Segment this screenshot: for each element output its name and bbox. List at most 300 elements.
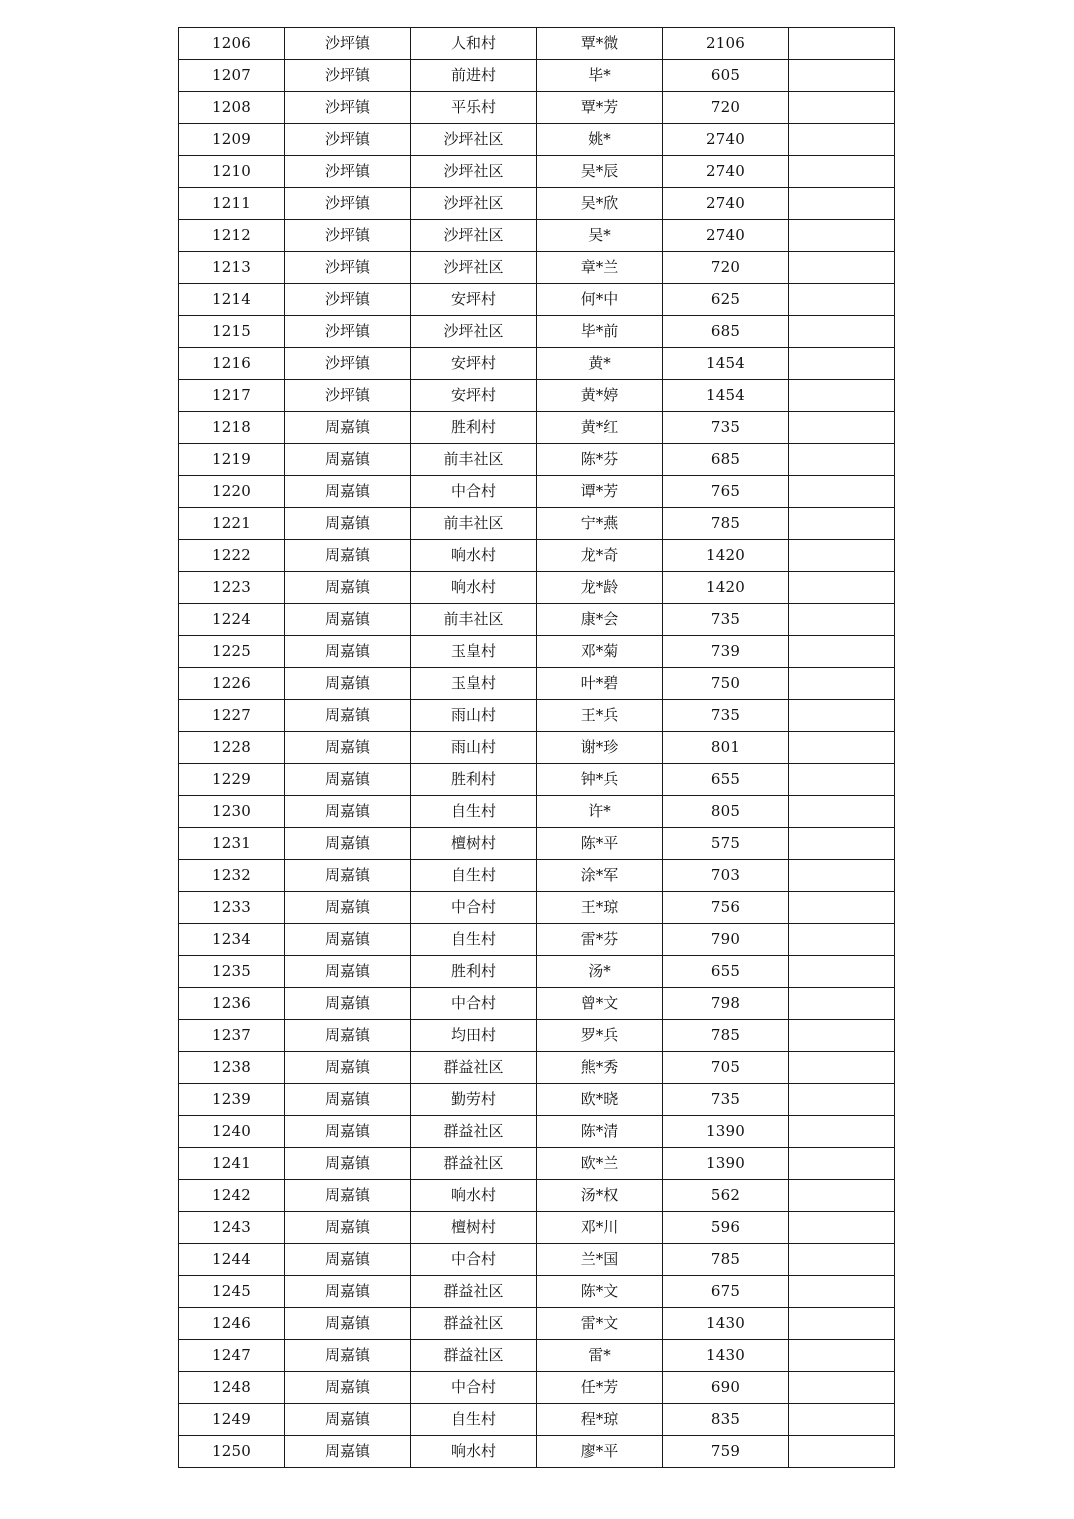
cell-serial-number: 1248 xyxy=(179,1372,285,1404)
table-row xyxy=(179,508,895,540)
cell-note xyxy=(789,732,895,764)
cell-amount: 835 xyxy=(663,1404,789,1436)
cell-serial-number: 1210 xyxy=(179,156,285,188)
cell-town: 周嘉镇 xyxy=(285,1148,411,1180)
cell-town: 沙坪镇 xyxy=(285,124,411,156)
table-row xyxy=(179,1308,895,1340)
cell-town: 沙坪镇 xyxy=(285,380,411,412)
cell-village: 雨山村 xyxy=(411,700,537,732)
cell-town: 周嘉镇 xyxy=(285,796,411,828)
cell-note xyxy=(789,412,895,444)
cell-note xyxy=(789,1020,895,1052)
cell-village: 沙坪社区 xyxy=(411,316,537,348)
cell-serial-number: 1207 xyxy=(179,60,285,92)
cell-amount: 1420 xyxy=(663,540,789,572)
cell-note xyxy=(789,1372,895,1404)
table-row xyxy=(179,1084,895,1116)
cell-person-name: 毕* xyxy=(537,60,663,92)
cell-serial-number: 1219 xyxy=(179,444,285,476)
cell-town: 周嘉镇 xyxy=(285,1436,411,1468)
cell-village: 群益社区 xyxy=(411,1116,537,1148)
cell-serial-number: 1245 xyxy=(179,1276,285,1308)
table-row xyxy=(179,220,895,252)
cell-note xyxy=(789,380,895,412)
cell-note xyxy=(789,924,895,956)
cell-serial-number: 1220 xyxy=(179,476,285,508)
table-row xyxy=(179,1212,895,1244)
cell-serial-number: 1215 xyxy=(179,316,285,348)
cell-town: 沙坪镇 xyxy=(285,284,411,316)
cell-person-name: 陈*芬 xyxy=(537,444,663,476)
cell-village: 沙坪社区 xyxy=(411,124,537,156)
cell-note xyxy=(789,1436,895,1468)
cell-village: 响水村 xyxy=(411,540,537,572)
cell-amount: 703 xyxy=(663,860,789,892)
cell-note xyxy=(789,764,895,796)
cell-town: 周嘉镇 xyxy=(285,1372,411,1404)
cell-amount: 675 xyxy=(663,1276,789,1308)
table-row xyxy=(179,412,895,444)
cell-serial-number: 1242 xyxy=(179,1180,285,1212)
cell-person-name: 陈*清 xyxy=(537,1116,663,1148)
cell-note xyxy=(789,1244,895,1276)
cell-person-name: 陈*平 xyxy=(537,828,663,860)
cell-note xyxy=(789,1276,895,1308)
cell-village: 平乐村 xyxy=(411,92,537,124)
cell-village: 檀树村 xyxy=(411,1212,537,1244)
cell-serial-number: 1234 xyxy=(179,924,285,956)
cell-village: 群益社区 xyxy=(411,1340,537,1372)
table-body xyxy=(179,28,895,1468)
cell-serial-number: 1217 xyxy=(179,380,285,412)
cell-note xyxy=(789,508,895,540)
cell-amount: 690 xyxy=(663,1372,789,1404)
cell-person-name: 覃*微 xyxy=(537,28,663,60)
cell-amount: 2740 xyxy=(663,188,789,220)
cell-town: 周嘉镇 xyxy=(285,540,411,572)
cell-note xyxy=(789,188,895,220)
cell-village: 群益社区 xyxy=(411,1052,537,1084)
cell-amount: 685 xyxy=(663,444,789,476)
cell-serial-number: 1250 xyxy=(179,1436,285,1468)
cell-town: 周嘉镇 xyxy=(285,1244,411,1276)
cell-note xyxy=(789,28,895,60)
cell-town: 周嘉镇 xyxy=(285,700,411,732)
cell-serial-number: 1213 xyxy=(179,252,285,284)
cell-person-name: 兰*国 xyxy=(537,1244,663,1276)
table-row xyxy=(179,1244,895,1276)
cell-village: 自生村 xyxy=(411,1404,537,1436)
cell-person-name: 许* xyxy=(537,796,663,828)
cell-amount: 2106 xyxy=(663,28,789,60)
cell-town: 周嘉镇 xyxy=(285,1180,411,1212)
cell-note xyxy=(789,252,895,284)
table-row xyxy=(179,892,895,924)
cell-note xyxy=(789,988,895,1020)
cell-serial-number: 1218 xyxy=(179,412,285,444)
cell-amount: 562 xyxy=(663,1180,789,1212)
table-row xyxy=(179,156,895,188)
cell-note xyxy=(789,1084,895,1116)
cell-note xyxy=(789,1116,895,1148)
table-row xyxy=(179,380,895,412)
table-row xyxy=(179,1148,895,1180)
cell-person-name: 曾*文 xyxy=(537,988,663,1020)
cell-amount: 801 xyxy=(663,732,789,764)
cell-person-name: 雷*芬 xyxy=(537,924,663,956)
cell-town: 周嘉镇 xyxy=(285,1276,411,1308)
cell-town: 沙坪镇 xyxy=(285,188,411,220)
cell-person-name: 毕*前 xyxy=(537,316,663,348)
cell-note xyxy=(789,572,895,604)
table-row xyxy=(179,124,895,156)
cell-serial-number: 1246 xyxy=(179,1308,285,1340)
cell-village: 群益社区 xyxy=(411,1276,537,1308)
cell-village: 胜利村 xyxy=(411,764,537,796)
cell-village: 中合村 xyxy=(411,476,537,508)
cell-town: 沙坪镇 xyxy=(285,156,411,188)
table-row xyxy=(179,988,895,1020)
cell-person-name: 覃*芳 xyxy=(537,92,663,124)
table-row xyxy=(179,828,895,860)
cell-town: 周嘉镇 xyxy=(285,828,411,860)
cell-amount: 750 xyxy=(663,668,789,700)
cell-amount: 1390 xyxy=(663,1116,789,1148)
cell-amount: 720 xyxy=(663,252,789,284)
cell-town: 周嘉镇 xyxy=(285,1084,411,1116)
cell-amount: 2740 xyxy=(663,220,789,252)
cell-person-name: 龙*奇 xyxy=(537,540,663,572)
cell-serial-number: 1230 xyxy=(179,796,285,828)
cell-person-name: 叶*碧 xyxy=(537,668,663,700)
cell-amount: 1454 xyxy=(663,380,789,412)
cell-town: 周嘉镇 xyxy=(285,668,411,700)
table-row xyxy=(179,700,895,732)
cell-person-name: 熊*秀 xyxy=(537,1052,663,1084)
cell-person-name: 欧*晓 xyxy=(537,1084,663,1116)
table-row xyxy=(179,860,895,892)
cell-person-name: 程*琼 xyxy=(537,1404,663,1436)
cell-amount: 735 xyxy=(663,412,789,444)
cell-person-name: 章*兰 xyxy=(537,252,663,284)
cell-amount: 785 xyxy=(663,508,789,540)
cell-serial-number: 1223 xyxy=(179,572,285,604)
cell-village: 沙坪社区 xyxy=(411,156,537,188)
cell-town: 周嘉镇 xyxy=(285,1052,411,1084)
cell-amount: 735 xyxy=(663,604,789,636)
cell-town: 沙坪镇 xyxy=(285,348,411,380)
cell-note xyxy=(789,796,895,828)
cell-note xyxy=(789,1180,895,1212)
cell-note xyxy=(789,892,895,924)
cell-person-name: 罗*兵 xyxy=(537,1020,663,1052)
cell-amount: 655 xyxy=(663,956,789,988)
cell-person-name: 康*会 xyxy=(537,604,663,636)
cell-serial-number: 1227 xyxy=(179,700,285,732)
cell-person-name: 吴* xyxy=(537,220,663,252)
cell-town: 周嘉镇 xyxy=(285,956,411,988)
cell-village: 胜利村 xyxy=(411,412,537,444)
cell-person-name: 王*兵 xyxy=(537,700,663,732)
table-row xyxy=(179,1020,895,1052)
table-row xyxy=(179,668,895,700)
cell-village: 中合村 xyxy=(411,988,537,1020)
table-row xyxy=(179,252,895,284)
cell-person-name: 欧*兰 xyxy=(537,1148,663,1180)
cell-note xyxy=(789,860,895,892)
cell-person-name: 宁*燕 xyxy=(537,508,663,540)
cell-person-name: 王*琼 xyxy=(537,892,663,924)
cell-note xyxy=(789,1404,895,1436)
cell-person-name: 汤*权 xyxy=(537,1180,663,1212)
cell-person-name: 陈*文 xyxy=(537,1276,663,1308)
cell-amount: 790 xyxy=(663,924,789,956)
cell-person-name: 吴*欣 xyxy=(537,188,663,220)
cell-note xyxy=(789,1052,895,1084)
cell-amount: 705 xyxy=(663,1052,789,1084)
cell-amount: 2740 xyxy=(663,156,789,188)
cell-amount: 1430 xyxy=(663,1340,789,1372)
cell-town: 周嘉镇 xyxy=(285,444,411,476)
cell-note xyxy=(789,220,895,252)
cell-village: 前丰社区 xyxy=(411,444,537,476)
cell-town: 周嘉镇 xyxy=(285,636,411,668)
cell-amount: 735 xyxy=(663,1084,789,1116)
cell-amount: 720 xyxy=(663,92,789,124)
cell-person-name: 邓*川 xyxy=(537,1212,663,1244)
cell-note xyxy=(789,124,895,156)
table-row xyxy=(179,604,895,636)
cell-village: 安坪村 xyxy=(411,380,537,412)
table-row xyxy=(179,540,895,572)
cell-town: 周嘉镇 xyxy=(285,860,411,892)
cell-note xyxy=(789,828,895,860)
cell-person-name: 谢*珍 xyxy=(537,732,663,764)
cell-town: 沙坪镇 xyxy=(285,60,411,92)
cell-town: 沙坪镇 xyxy=(285,220,411,252)
table-row xyxy=(179,572,895,604)
cell-person-name: 廖*平 xyxy=(537,1436,663,1468)
table-row xyxy=(179,1372,895,1404)
cell-village: 均田村 xyxy=(411,1020,537,1052)
cell-village: 人和村 xyxy=(411,28,537,60)
cell-serial-number: 1225 xyxy=(179,636,285,668)
cell-serial-number: 1206 xyxy=(179,28,285,60)
cell-serial-number: 1241 xyxy=(179,1148,285,1180)
table-row xyxy=(179,1116,895,1148)
cell-note xyxy=(789,60,895,92)
table-row xyxy=(179,1180,895,1212)
table-row xyxy=(179,764,895,796)
cell-serial-number: 1214 xyxy=(179,284,285,316)
cell-village: 响水村 xyxy=(411,1180,537,1212)
cell-serial-number: 1236 xyxy=(179,988,285,1020)
cell-serial-number: 1231 xyxy=(179,828,285,860)
cell-village: 沙坪社区 xyxy=(411,252,537,284)
table-row xyxy=(179,28,895,60)
cell-town: 周嘉镇 xyxy=(285,764,411,796)
cell-note xyxy=(789,348,895,380)
cell-serial-number: 1247 xyxy=(179,1340,285,1372)
table-row xyxy=(179,1340,895,1372)
cell-village: 自生村 xyxy=(411,860,537,892)
table-row xyxy=(179,1276,895,1308)
cell-note xyxy=(789,604,895,636)
cell-village: 自生村 xyxy=(411,924,537,956)
cell-town: 周嘉镇 xyxy=(285,732,411,764)
cell-note xyxy=(789,92,895,124)
cell-person-name: 黄*红 xyxy=(537,412,663,444)
cell-town: 周嘉镇 xyxy=(285,1340,411,1372)
data-table xyxy=(178,27,895,1468)
table-row xyxy=(179,924,895,956)
cell-serial-number: 1226 xyxy=(179,668,285,700)
table-row xyxy=(179,1052,895,1084)
cell-person-name: 涂*军 xyxy=(537,860,663,892)
cell-serial-number: 1221 xyxy=(179,508,285,540)
cell-village: 自生村 xyxy=(411,796,537,828)
cell-amount: 735 xyxy=(663,700,789,732)
cell-village: 中合村 xyxy=(411,1372,537,1404)
cell-note xyxy=(789,1212,895,1244)
cell-village: 檀树村 xyxy=(411,828,537,860)
cell-amount: 759 xyxy=(663,1436,789,1468)
cell-village: 群益社区 xyxy=(411,1148,537,1180)
cell-amount: 625 xyxy=(663,284,789,316)
cell-note xyxy=(789,284,895,316)
cell-village: 勤劳村 xyxy=(411,1084,537,1116)
cell-village: 玉皇村 xyxy=(411,668,537,700)
cell-amount: 596 xyxy=(663,1212,789,1244)
table-row xyxy=(179,956,895,988)
cell-serial-number: 1244 xyxy=(179,1244,285,1276)
cell-amount: 765 xyxy=(663,476,789,508)
cell-town: 周嘉镇 xyxy=(285,572,411,604)
table-row xyxy=(179,316,895,348)
cell-person-name: 邓*菊 xyxy=(537,636,663,668)
cell-serial-number: 1243 xyxy=(179,1212,285,1244)
cell-serial-number: 1239 xyxy=(179,1084,285,1116)
cell-amount: 685 xyxy=(663,316,789,348)
cell-village: 前丰社区 xyxy=(411,508,537,540)
cell-serial-number: 1208 xyxy=(179,92,285,124)
cell-town: 周嘉镇 xyxy=(285,988,411,1020)
cell-town: 周嘉镇 xyxy=(285,1116,411,1148)
cell-person-name: 吴*辰 xyxy=(537,156,663,188)
cell-serial-number: 1228 xyxy=(179,732,285,764)
cell-town: 周嘉镇 xyxy=(285,604,411,636)
cell-town: 周嘉镇 xyxy=(285,476,411,508)
cell-village: 前丰社区 xyxy=(411,604,537,636)
cell-person-name: 雷*文 xyxy=(537,1308,663,1340)
cell-person-name: 何*中 xyxy=(537,284,663,316)
cell-amount: 798 xyxy=(663,988,789,1020)
cell-person-name: 龙*龄 xyxy=(537,572,663,604)
cell-person-name: 汤* xyxy=(537,956,663,988)
cell-town: 周嘉镇 xyxy=(285,412,411,444)
cell-note xyxy=(789,1340,895,1372)
table-row xyxy=(179,1404,895,1436)
cell-serial-number: 1237 xyxy=(179,1020,285,1052)
cell-town: 周嘉镇 xyxy=(285,1020,411,1052)
cell-village: 中合村 xyxy=(411,892,537,924)
cell-note xyxy=(789,1308,895,1340)
cell-person-name: 黄* xyxy=(537,348,663,380)
cell-village: 沙坪社区 xyxy=(411,220,537,252)
cell-note xyxy=(789,700,895,732)
cell-town: 周嘉镇 xyxy=(285,1404,411,1436)
cell-serial-number: 1211 xyxy=(179,188,285,220)
table-row xyxy=(179,796,895,828)
cell-person-name: 黄*婷 xyxy=(537,380,663,412)
cell-amount: 655 xyxy=(663,764,789,796)
table-row xyxy=(179,188,895,220)
cell-serial-number: 1212 xyxy=(179,220,285,252)
cell-serial-number: 1235 xyxy=(179,956,285,988)
cell-village: 响水村 xyxy=(411,1436,537,1468)
table-row xyxy=(179,444,895,476)
cell-note xyxy=(789,476,895,508)
cell-note xyxy=(789,316,895,348)
cell-village: 前进村 xyxy=(411,60,537,92)
cell-serial-number: 1232 xyxy=(179,860,285,892)
cell-village: 沙坪社区 xyxy=(411,188,537,220)
cell-note xyxy=(789,444,895,476)
cell-town: 周嘉镇 xyxy=(285,508,411,540)
cell-village: 安坪村 xyxy=(411,348,537,380)
table-row xyxy=(179,1436,895,1468)
cell-serial-number: 1222 xyxy=(179,540,285,572)
cell-village: 胜利村 xyxy=(411,956,537,988)
cell-serial-number: 1209 xyxy=(179,124,285,156)
cell-serial-number: 1240 xyxy=(179,1116,285,1148)
cell-person-name: 钟*兵 xyxy=(537,764,663,796)
cell-amount: 785 xyxy=(663,1020,789,1052)
cell-town: 周嘉镇 xyxy=(285,1308,411,1340)
cell-note xyxy=(789,540,895,572)
cell-town: 沙坪镇 xyxy=(285,28,411,60)
table-row xyxy=(179,348,895,380)
table-row xyxy=(179,284,895,316)
cell-town: 周嘉镇 xyxy=(285,1212,411,1244)
cell-note xyxy=(789,156,895,188)
cell-amount: 739 xyxy=(663,636,789,668)
cell-person-name: 姚* xyxy=(537,124,663,156)
cell-serial-number: 1224 xyxy=(179,604,285,636)
cell-town: 周嘉镇 xyxy=(285,924,411,956)
cell-note xyxy=(789,668,895,700)
cell-village: 玉皇村 xyxy=(411,636,537,668)
cell-serial-number: 1229 xyxy=(179,764,285,796)
cell-serial-number: 1233 xyxy=(179,892,285,924)
cell-amount: 805 xyxy=(663,796,789,828)
cell-town: 沙坪镇 xyxy=(285,252,411,284)
cell-note xyxy=(789,956,895,988)
cell-note xyxy=(789,636,895,668)
table-row xyxy=(179,636,895,668)
cell-village: 雨山村 xyxy=(411,732,537,764)
cell-village: 响水村 xyxy=(411,572,537,604)
cell-serial-number: 1249 xyxy=(179,1404,285,1436)
cell-note xyxy=(789,1148,895,1180)
cell-amount: 2740 xyxy=(663,124,789,156)
cell-person-name: 任*芳 xyxy=(537,1372,663,1404)
cell-amount: 1390 xyxy=(663,1148,789,1180)
cell-amount: 756 xyxy=(663,892,789,924)
cell-serial-number: 1216 xyxy=(179,348,285,380)
cell-town: 沙坪镇 xyxy=(285,92,411,124)
table-row xyxy=(179,476,895,508)
